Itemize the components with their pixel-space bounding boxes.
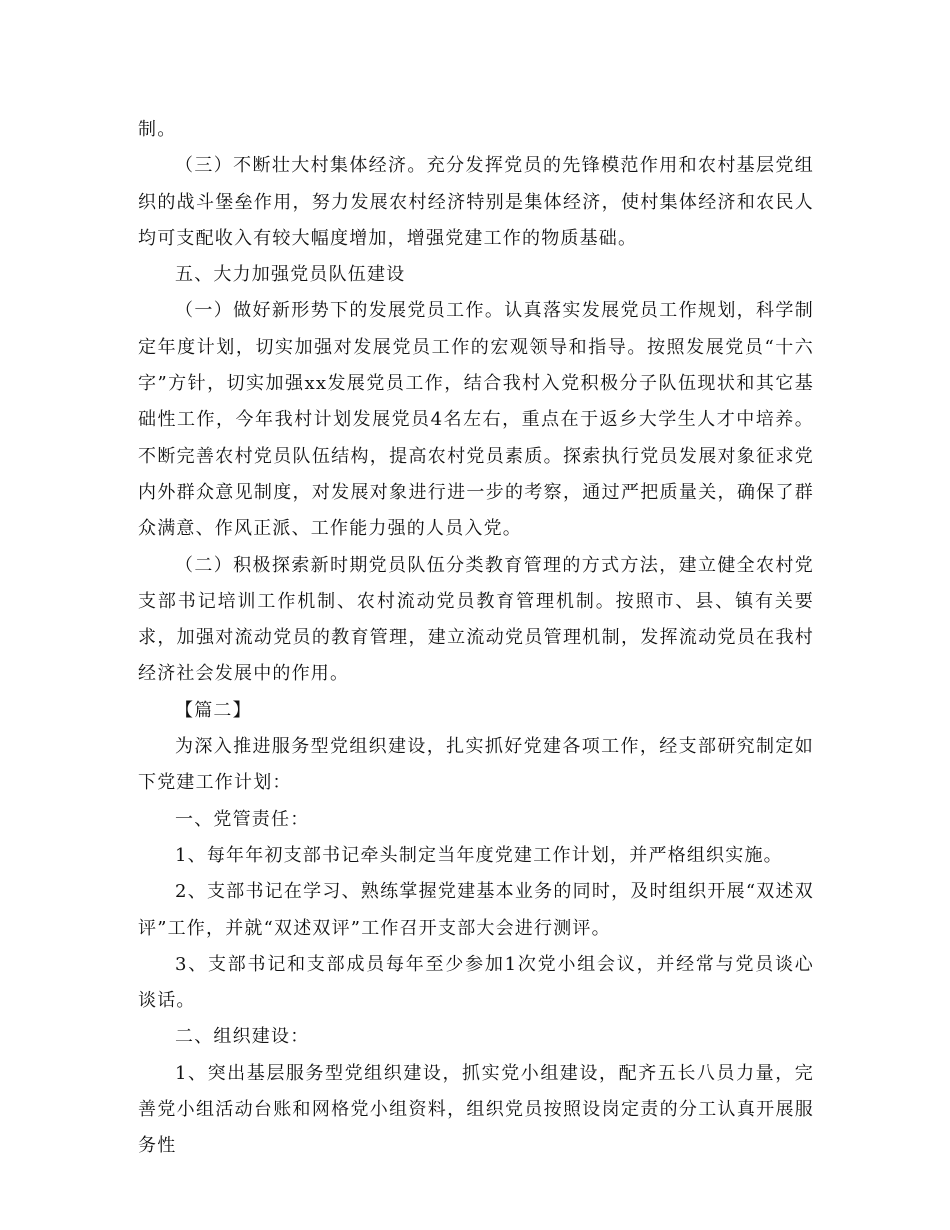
paragraph-continuation: 制。 — [138, 119, 177, 140]
list-item-responsibility-3: 3、支部书记和支部成员每年至少参加1次党小组会议，并经常与党员谈心谈话。 — [138, 953, 814, 1012]
list-item-organization-1: 1、突出基层服务型党组织建设，抓实党小组建设，配齐五长八员力量，完善党小组活动台账和网格党小组资料，组织党员按照设岗定责的分工认真开展服务性 — [138, 1062, 814, 1157]
paragraph-intro-plan: 为深入推进服务型党组织建设，扎实抓好党建各项工作，经支部研究制定如下党建工作计划： — [138, 736, 814, 794]
section-heading-responsibility: 一、党管责任： — [175, 808, 310, 830]
paragraph-classified-education: （二）积极探索新时期党员队伍分类教育管理的方式方法，建立健全农村党支部书记培训工作机制、农村流动党员教育管理机制。按照市、县、镇有关要求，加强对流动党员的教育管理，建立流动党员管理机制，发挥流动党员在我村经济社会发展中的作用。 — [138, 554, 814, 685]
section-heading-party-member-team: 五、大力加强党员队伍建设 — [175, 264, 406, 286]
section-heading-organization: 二、组织建设： — [175, 1026, 310, 1048]
list-item-responsibility-1: 1、每年年初支部书记牵头制定当年度党建工作计划，并严格组织实施。 — [175, 844, 783, 866]
document-page — [138, 112, 814, 1165]
paragraph-collective-economy: （三）不断壮大村集体经济。充分发挥党员的先锋模范作用和农村基层党组织的战斗堡垒作用，努力发展农村经济特别是集体经济，使村集体经济和农民人均可支配收入有较大幅度增加，增强党建工作的物质基础。 — [138, 155, 814, 249]
paragraph-recruit-members: （一）做好新形势下的发展党员工作。认真落实发展党员工作规划，科学制定年度计划，切实加强对发展党员工作的宏观领导和指导。按照发展党员“十六字”方针，切实加强xx发展党员工作，结合我村入党积极分子队伍现状和其它基础性工作，今年我村计划发展党员4名左右，重点在于返乡大学生人才中培养。不断完善农村党员队伍结构，提高农村党员素质。探索执行党员发展对象征求党内外群众意见制度，对发展对象进行进一步的考察，通过严把质量关，确保了群众满意、作风正派、工作能力强的人员入党。 — [138, 300, 814, 540]
chapter-heading-part-two: 【篇二】 — [175, 699, 252, 721]
list-item-responsibility-2: 2、支部书记在学习、熟练掌握党建基本业务的同时，及时组织开展“双述双评”工作，并就“双述双评”工作召开支部大会进行测评。 — [138, 881, 814, 939]
